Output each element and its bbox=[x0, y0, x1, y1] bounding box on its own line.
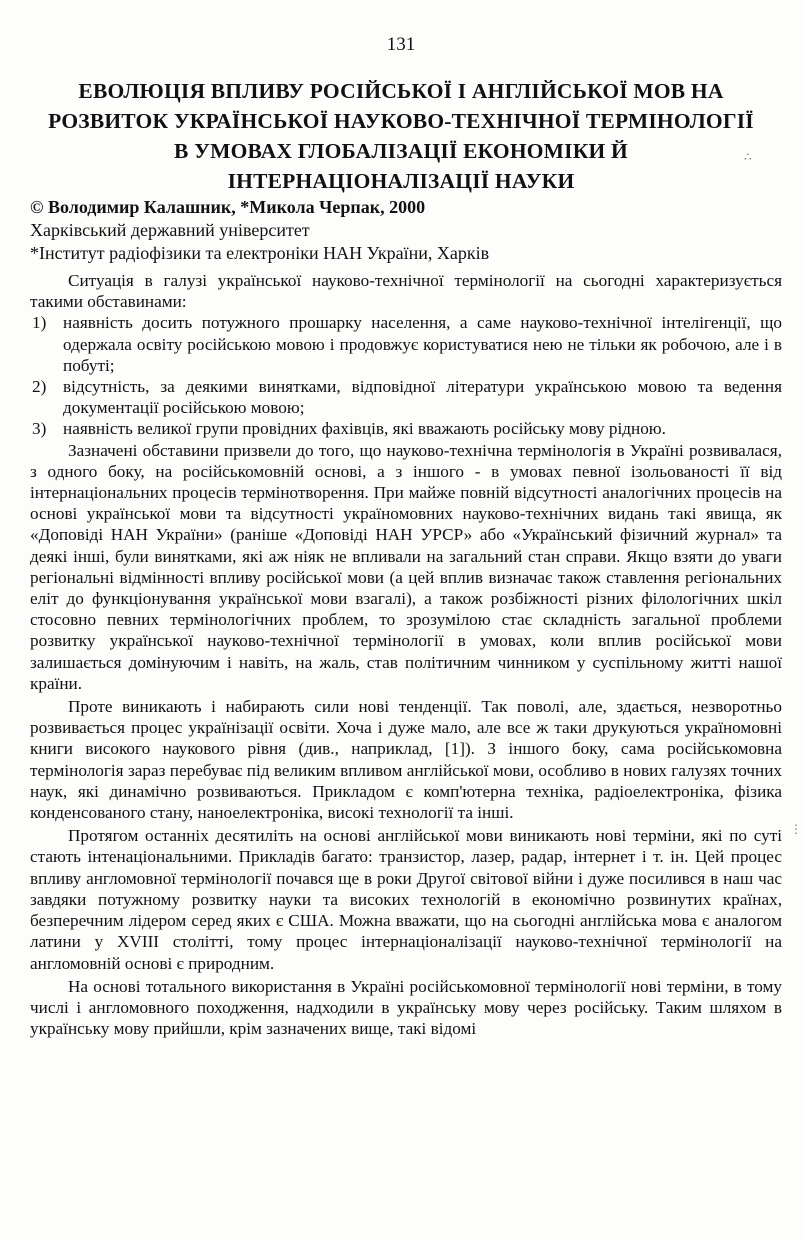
body-paragraph: Зазначені обставини призвели до того, що науково-технічна термінологія в Україні розвивалася, з одного боку, на російськомовній основі, а з іншого - в умовах певної ізольованості її від інтернаціональних процесів термінотворення. При майже повній відсутності аналогічних процесів на основі української мови та відсутності україномовних науково-технічних видань такі явища, як «Доповіді НАН України» (раніше «Доповіді НАН УРСР» або «Український фізичний журнал» та деякі інші, були винятками, які аж ніяк не впливали на загальний стан справи. Якщо взяти до уваги регіональні відмінності впливу російської мови (а цей вплив визначає також ставлення регіональних еліт до функціонування української мови взагалі), а також розбіжності різних філологічних шкіл стосовно певних термінологічних проблем, то зрозумілою стає складність загальної проблеми розвитку української науково-технічної термінології в умовах, коли вплив російської мови залишається домінуючим і навіть, на жаль, став політичним чинником у суспільному житті нашої країни. bbox=[30, 440, 782, 693]
list-text: наявність великої групи провідних фахівців, які вважають російську мову рідною. bbox=[63, 419, 666, 439]
body-paragraph: Протягом останніх десятиліть на основі англійської мови виникають нові терміни, які по суті стають інтенаціональними. Прикладів багато: транзистор, лазер, радар, інтернет і т. ін. Цей процес впливу англомовної термінології почався ще в роки Другої світової війни і дуже посилився в наш час завдяки потужному розвитку науки та високих технологій в економічно розвинутих країнах, безперечним лідером серед яких є США. Можна вважати, що на сьогодні англійська мова є аналогом латини у XVIII столітті, тому процес інтернаціоналізації науково-технічної термінології на англомовній основі є природним. bbox=[30, 826, 782, 973]
list-text: наявність досить потужного прошарку населення, а саме науково-технічної інтелігенції, що одержала освіту російською мовою і продовжує користуватися нею не тільки як робочою, але і в побуті; bbox=[63, 313, 782, 375]
list-text: відсутність, за деякими винятками, відповідної літератури українською мовою та ведення документації російською мовою; bbox=[63, 377, 782, 418]
author-block bbox=[30, 196, 770, 265]
title-line: ІНТЕРНАЦІОНАЛІЗАЦІЇ НАУКИ bbox=[227, 169, 575, 193]
list-number: 2) bbox=[32, 377, 47, 397]
body-paragraph: На основі тотального використання в Україні російськомовної термінології нові терміни, в тому числі і англомовного походження, надходили в українську мову через російську. Таким шляхом в українську мову прийшли, крім зазначених вище, такі відомі bbox=[30, 976, 782, 1039]
circumstances-list bbox=[30, 312, 782, 439]
body-paragraph: Проте виникають і набирають сили нові тенденції. Так поволі, але, здається, незворотньо розвивається процес українізації освіти. Хоча і дуже мало, але все ж таки друкуються україномовні книги високого наукового рівня (див., наприклад, [1]). З іншого боку, сама російськомовна термінологія зараз перебуває під великим впливом англійської мови, особливо в нових галузях точних наук, які динамічно розвиваються. Прикладом є комп'ютерна техніка, радіоелектроніка, фізика конденсованого стану, наноелектроніка, високі технології та інші. bbox=[30, 697, 782, 823]
list-number: 3) bbox=[32, 419, 47, 439]
article-body bbox=[30, 270, 782, 1041]
scan-speckle: ∴ bbox=[744, 150, 752, 164]
page-number: 131 bbox=[386, 34, 416, 55]
scan-speckle: ⋮ bbox=[790, 822, 802, 836]
article-title bbox=[20, 76, 782, 196]
author-names: © Володимир Калашник, *Микола Черпак, 2000 bbox=[30, 197, 426, 217]
title-line: РОЗВИТОК УКРАЇНСЬКОЇ НАУКОВО-ТЕХНІЧНОЇ ТЕРМІНОЛОГІЇ bbox=[48, 109, 754, 133]
list-number: 1) bbox=[32, 313, 47, 333]
title-line: ЕВОЛЮЦІЯ ВПЛИВУ РОСІЙСЬКОЇ І АНГЛІЙСЬКОЇ МОВ НА bbox=[78, 79, 724, 103]
list-item bbox=[30, 312, 782, 376]
affiliation: *Інститут радіофізики та електроніки НАН України, Харків bbox=[30, 243, 490, 263]
affiliation: Харківський державний університет bbox=[30, 220, 310, 240]
list-item bbox=[30, 418, 782, 439]
intro-paragraph: Ситуація в галузі української науково-технічної термінології на сьогодні характеризується такими обставинами: bbox=[30, 271, 782, 312]
title-line: В УМОВАХ ГЛОБАЛІЗАЦІЇ ЕКОНОМІКИ Й bbox=[174, 139, 628, 163]
list-item bbox=[30, 376, 782, 418]
